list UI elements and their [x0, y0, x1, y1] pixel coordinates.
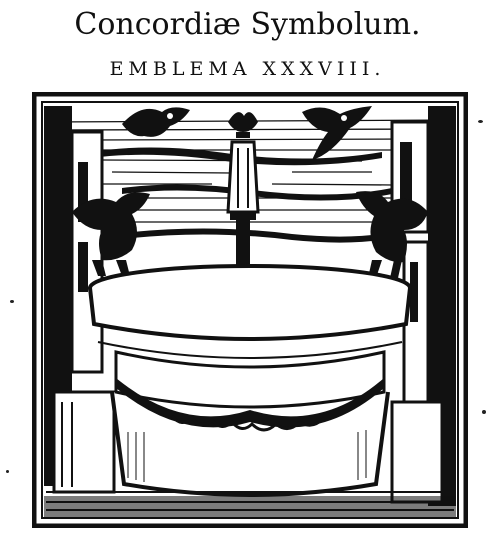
emblem-title: Concordiæ Symbolum. — [74, 7, 421, 42]
crow-right — [302, 106, 372, 160]
emblem-number: EMBLEMA XXXVIII. — [109, 58, 386, 80]
ink-speck — [478, 120, 483, 123]
woodcut-illustration — [32, 92, 468, 528]
ink-speck — [6, 470, 9, 473]
ink-speck — [482, 410, 486, 414]
pillar — [228, 112, 258, 270]
ink-speck — [10, 300, 14, 303]
fountain-basin — [90, 266, 410, 495]
crow-left — [122, 107, 190, 136]
